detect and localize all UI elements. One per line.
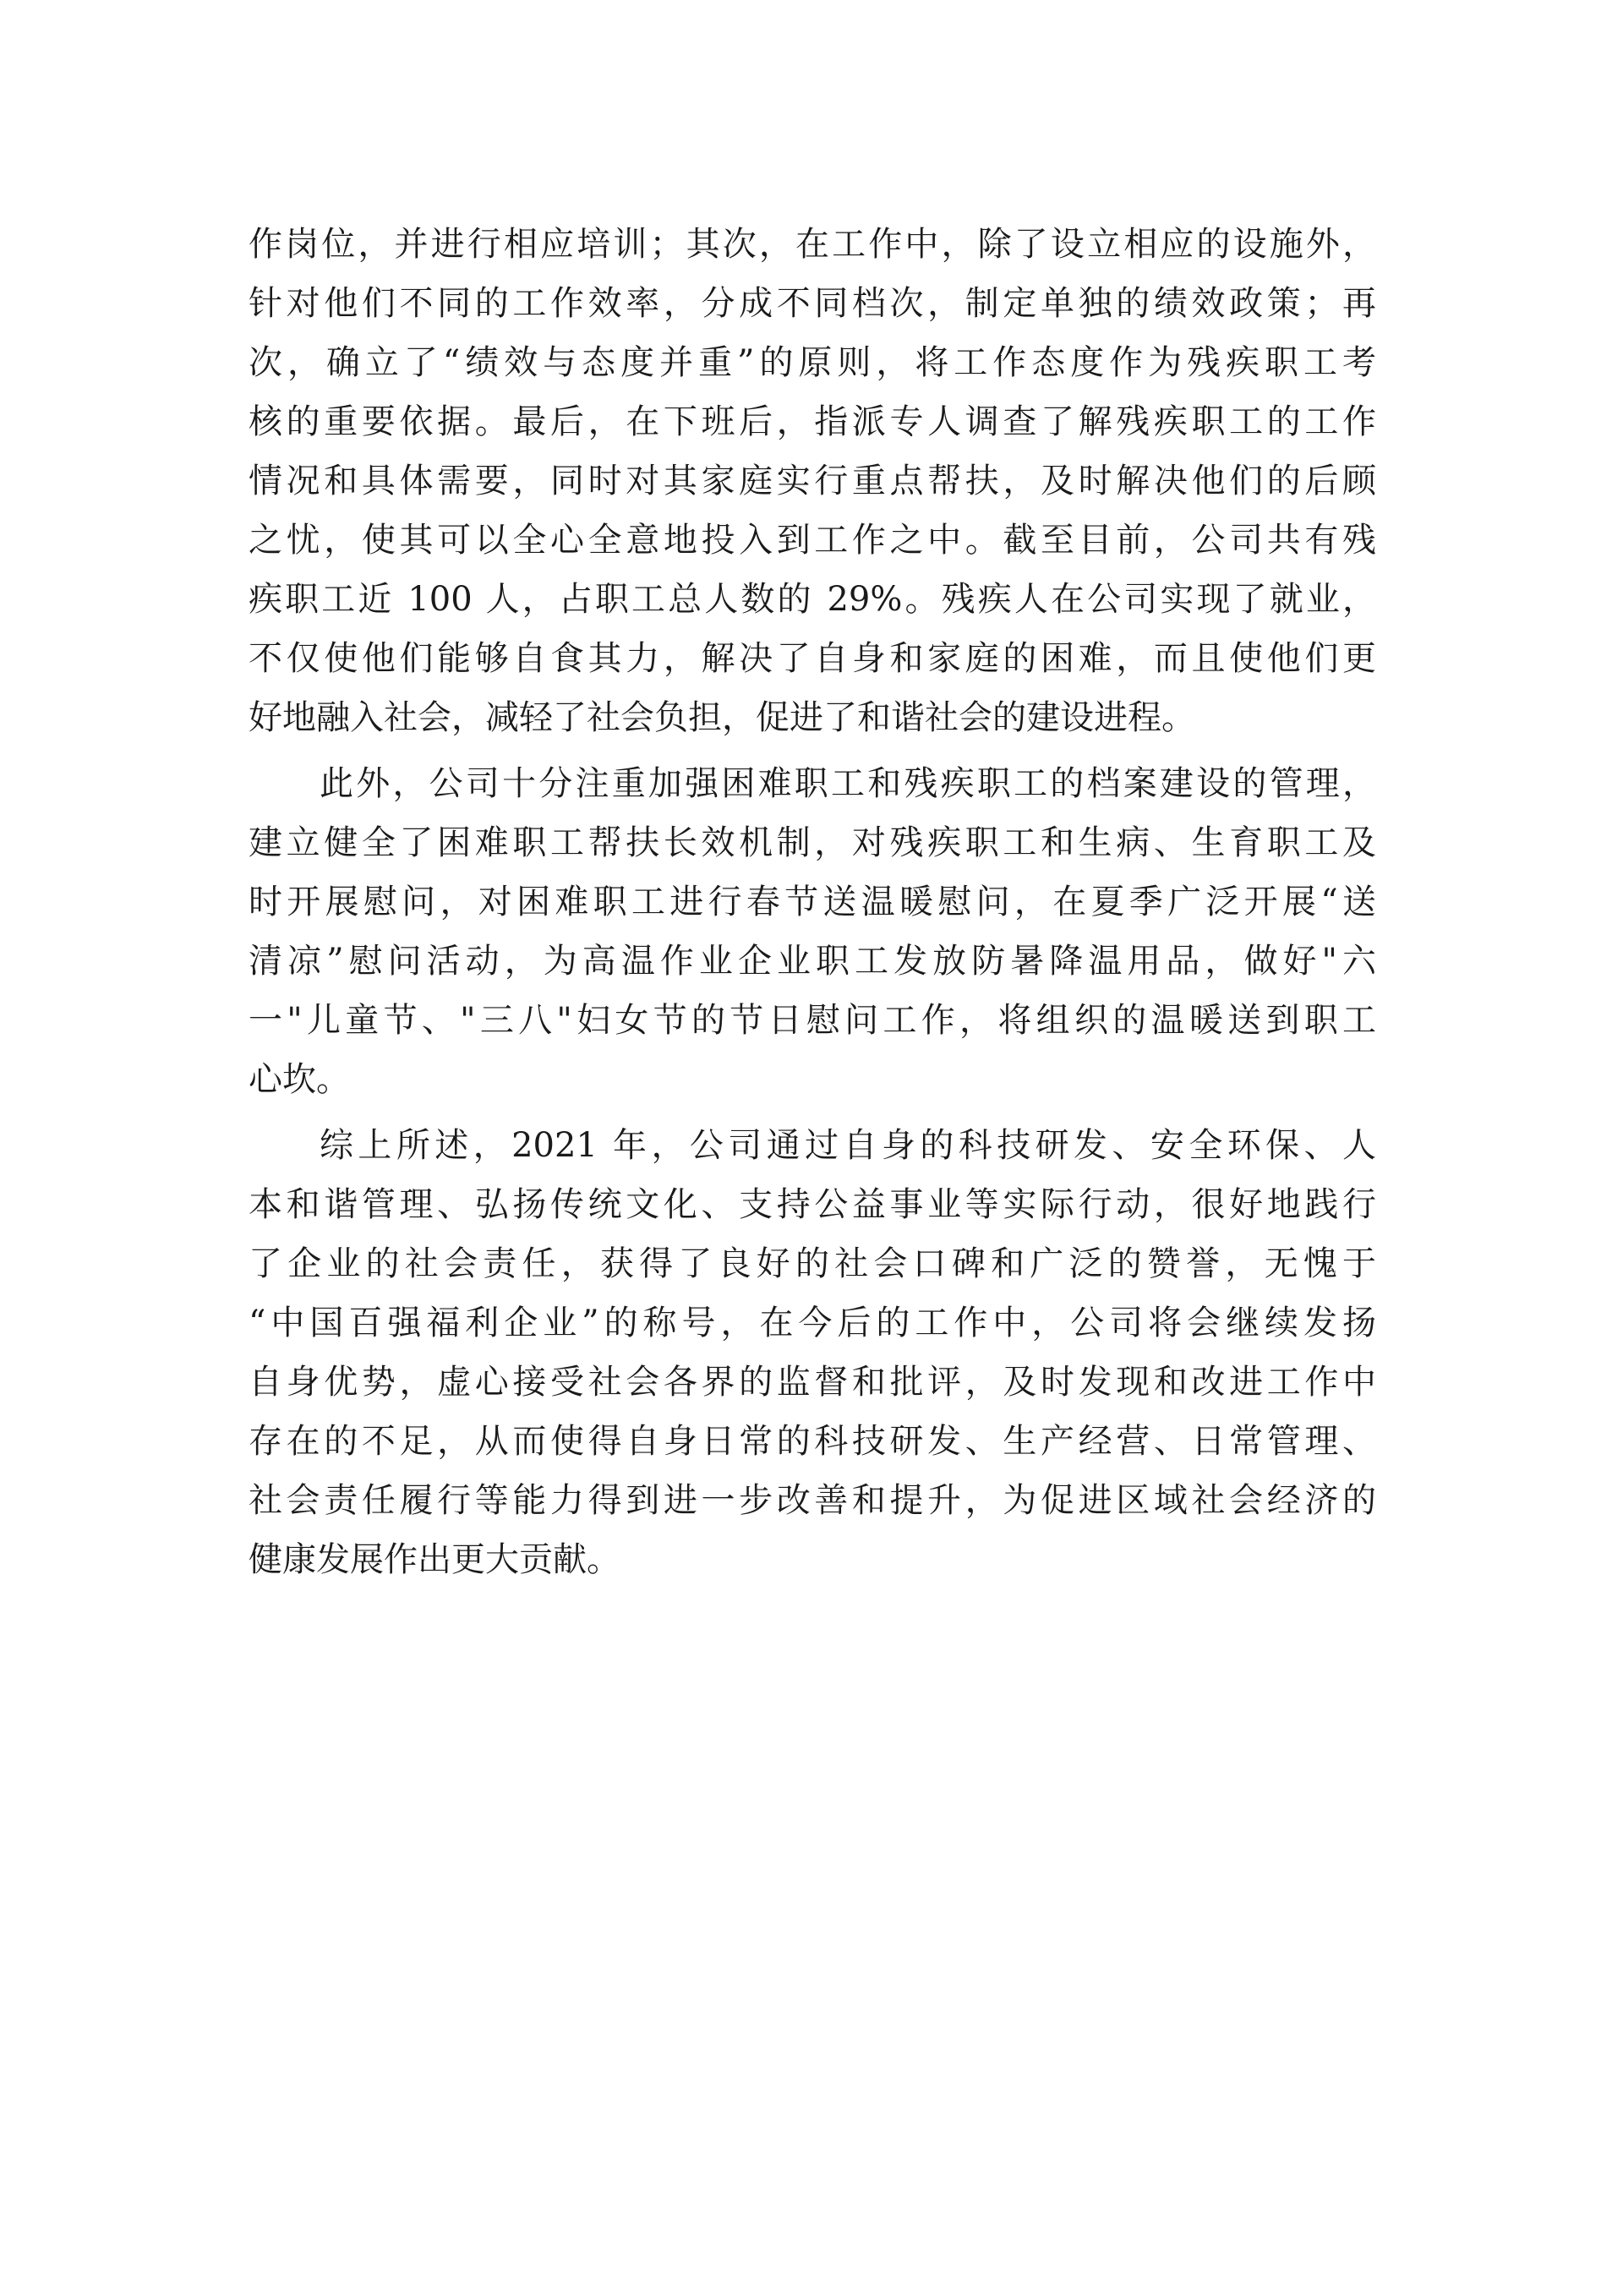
text-line: 之忧，使其可以全心全意地投入到工作之中。截至目前，公司共有残 xyxy=(249,521,1376,560)
text-line: 社会责任履行等能力得到进一步改善和提升，为促进区域社会经济的 xyxy=(249,1481,1376,1520)
paragraph-spacer xyxy=(249,1109,1376,1116)
text-line: 本和谐管理、弘扬传统文化、支持公益事业等实际行动，很好地践行 xyxy=(249,1185,1376,1224)
text-line: 次，确立了“绩效与态度并重”的原则，将工作态度作为残疾职工考 xyxy=(249,343,1376,382)
text-line: 清凉”慰问活动，为高温作业企业职工发放防暑降温用品，做好"六 xyxy=(249,942,1376,981)
text-line: 健康发展作出更大贡献。 xyxy=(249,1540,620,1579)
text-line: 核的重要依据。最后，在下班后，指派专人调查了解残疾职工的工作 xyxy=(249,402,1376,441)
paragraph-1 xyxy=(249,215,1376,747)
paragraph-2 xyxy=(249,754,1376,1109)
text-line: “中国百强福利企业”的称号，在今后的工作中，公司将会继续发扬 xyxy=(249,1304,1376,1342)
paragraph-3 xyxy=(249,1116,1376,1589)
text-line: 了企业的社会责任，获得了良好的社会口碑和广泛的赞誉，无愧于 xyxy=(249,1244,1376,1283)
text-line: 时开展慰问，对困难职工进行春节送温暖慰问，在夏季广泛开展“送 xyxy=(249,883,1376,921)
text-line: 情况和具体需要，同时对其家庭实行重点帮扶，及时解决他们的后顾 xyxy=(249,462,1376,500)
text-line: 针对他们不同的工作效率，分成不同档次，制定单独的绩效政策；再 xyxy=(249,284,1376,323)
text-line: 存在的不足，从而使得自身日常的科技研发、生产经营、日常管理、 xyxy=(249,1422,1376,1461)
text-line: 自身优势，虚心接受社会各界的监督和批评，及时发现和改进工作中 xyxy=(249,1363,1376,1402)
text-line: 不仅使他们能够自食其力，解决了自身和家庭的困难，而且使他们更 xyxy=(249,639,1376,678)
text-line: 好地融入社会，减轻了社会负担，促进了和谐社会的建设进程。 xyxy=(249,698,1195,737)
document-body xyxy=(249,215,1376,1589)
text-line: 综上所述，2021 年，公司通过自身的科技研发、安全环保、人 xyxy=(320,1126,1376,1165)
text-line: 心坎。 xyxy=(249,1060,350,1099)
paragraph-spacer xyxy=(249,747,1376,754)
text-line: 作岗位，并进行相应培训；其次，在工作中，除了设立相应的设施外， xyxy=(249,225,1376,264)
text-line: 建立健全了困难职工帮扶长效机制，对残疾职工和生病、生育职工及 xyxy=(249,823,1376,862)
text-line: 一"儿童节、"三八"妇女节的节日慰问工作，将组织的温暖送到职工 xyxy=(249,1001,1376,1040)
text-line: 此外，公司十分注重加强困难职工和残疾职工的档案建设的管理， xyxy=(320,764,1376,803)
text-line: 疾职工近 100 人，占职工总人数的 29%。残疾人在公司实现了就业， xyxy=(249,580,1376,619)
